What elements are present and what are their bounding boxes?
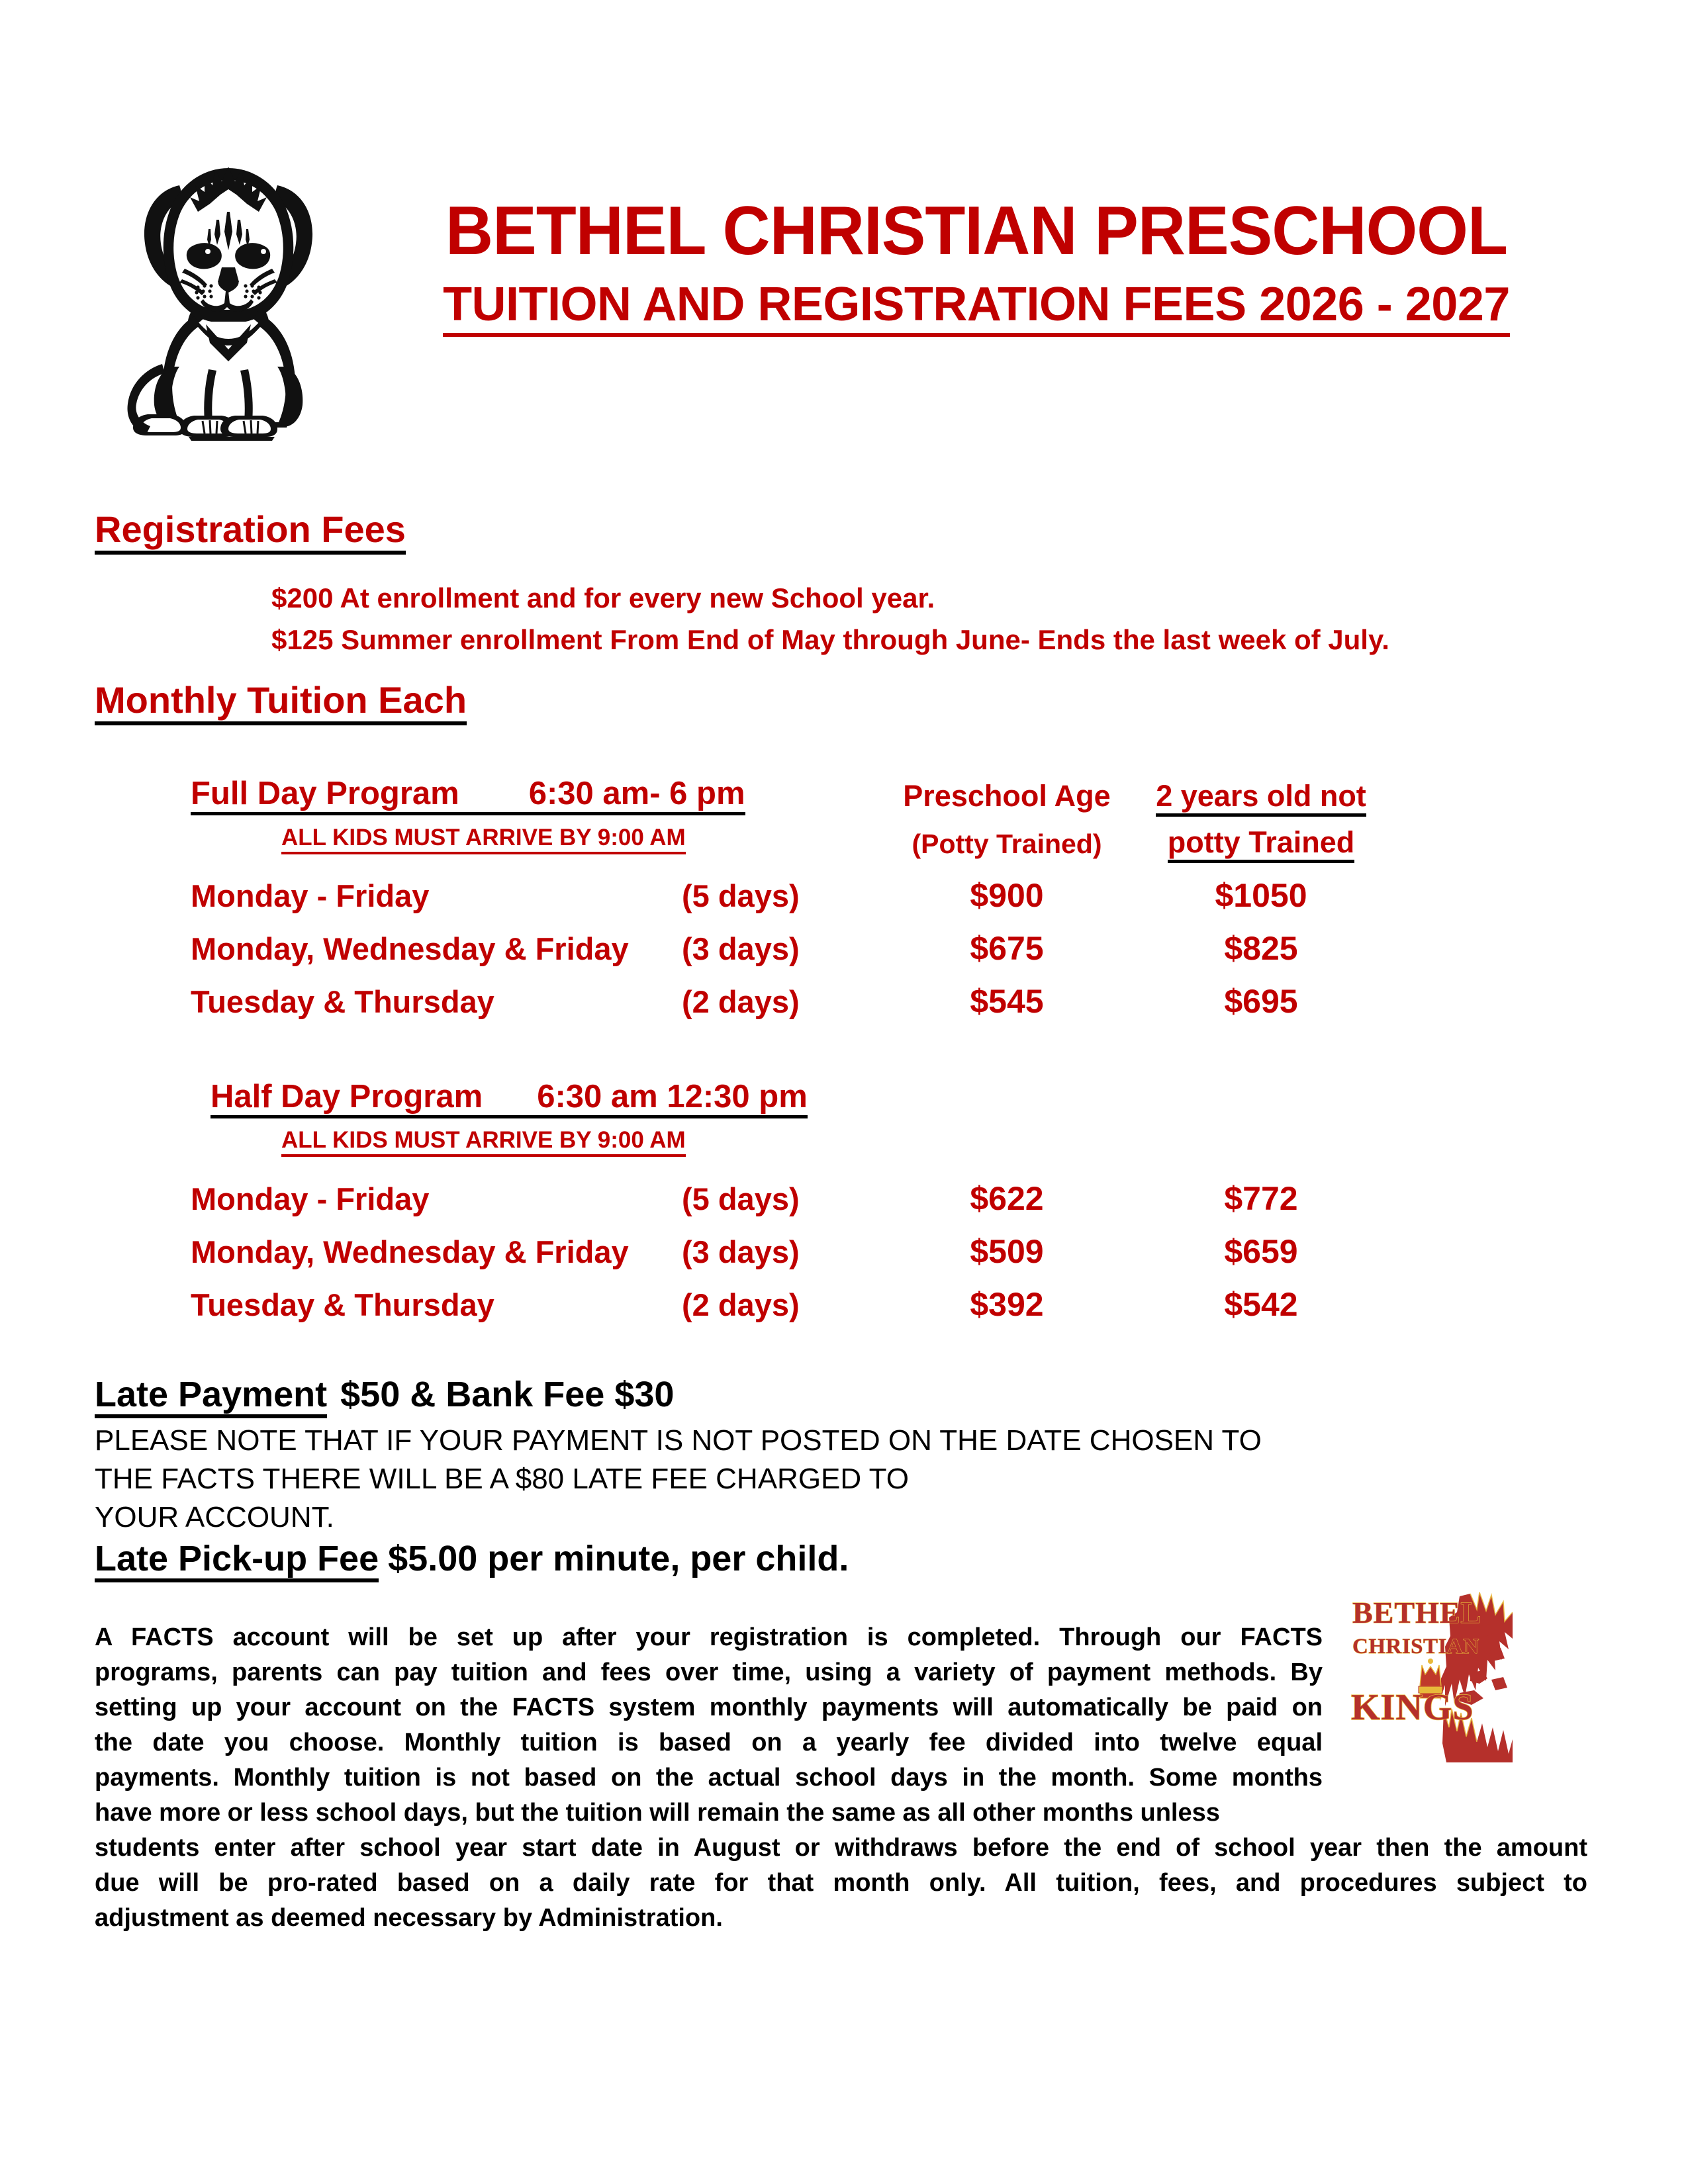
column-subheader-not-potty-trained-text: potty Trained <box>1168 826 1355 863</box>
monthly-tuition-heading <box>95 680 467 725</box>
half-day-row-3-preschool-price: $392 <box>970 1286 1044 1323</box>
page-title: BETHEL CHRISTIAN PRESCHOOL <box>445 193 1508 269</box>
half-day-row-2-twoyear-price: $659 <box>1224 1233 1298 1270</box>
facts-line-9: adjustment as deemed necessary by Administration. <box>95 1904 723 1932</box>
half-day-row-1-days: Monday - Friday <box>191 1181 430 1216</box>
full-day-row-3-preschool-price: $545 <box>970 983 1044 1020</box>
column-header-preschool-age-text: Preschool Age <box>903 779 1111 813</box>
full-day-row-2-count: (3 days) <box>682 931 800 966</box>
half-day-program-title <box>211 1079 808 1118</box>
full-day-row-1-twoyear-price: $1050 <box>1215 877 1307 914</box>
facts-account-paragraph <box>95 1620 1591 1936</box>
full-day-row-3-count: (2 days) <box>682 984 800 1019</box>
page-subtitle: TUITION AND REGISTRATION FEES 2026 - 2027 <box>443 278 1510 331</box>
late-pickup-heading-underlined: Late Pick-up Fee <box>95 1539 379 1582</box>
half-day-row-1-count: (5 days) <box>682 1181 800 1216</box>
full-day-arrival-note-text: ALL KIDS MUST ARRIVE BY 9:00 AM <box>281 825 686 854</box>
full-day-row-3-twoyear-price: $695 <box>1224 983 1298 1020</box>
kings-logo-bethel-text: BETHEL <box>1352 1596 1482 1629</box>
kings-logo-kings-text: KINGS <box>1351 1687 1474 1728</box>
late-payment-heading <box>95 1375 674 1418</box>
half-day-row-3-count: (2 days) <box>682 1287 800 1322</box>
registration-fees-heading-text: Registration Fees <box>95 510 406 555</box>
column-subheader-potty-trained-text: (Potty Trained) <box>912 829 1102 859</box>
full-day-row-2-preschool-price: $675 <box>970 930 1044 967</box>
facts-line-7: students enter after school year start date in August or withdraws before the end of school year then the amount <box>95 1834 1587 1862</box>
column-subheader-not-potty-trained <box>1132 826 1390 863</box>
late-pickup-heading <box>95 1539 849 1582</box>
facts-line-5: payments. Monthly tuition is not based on the actual school days in the month. Some months <box>95 1764 1323 1792</box>
half-day-row-2-count: (3 days) <box>682 1234 800 1269</box>
late-payment-note-line-2: THE FACTS THERE WILL BE A $80 LATE FEE CHARGED TO <box>95 1463 909 1495</box>
column-header-two-years-old-text: 2 years old not <box>1156 780 1366 817</box>
facts-line-2: programs, parents can pay tuition and fees over time, using a variety of payment methods. By <box>95 1659 1323 1686</box>
title-block <box>371 195 1582 337</box>
full-day-row-1-preschool-price: $900 <box>970 877 1044 914</box>
facts-line-3: setting up your account on the FACTS system monthly payments will automatically be paid on <box>95 1694 1323 1721</box>
lion-cub-logo <box>116 151 341 442</box>
full-day-row-2-days: Monday, Wednesday & Friday <box>191 931 629 966</box>
full-day-row-3-days: Tuesday & Thursday <box>191 984 494 1019</box>
half-day-row-3-days: Tuesday & Thursday <box>191 1287 494 1322</box>
half-day-row-1-twoyear-price: $772 <box>1224 1180 1298 1217</box>
full-day-row-1-days: Monday - Friday <box>191 878 430 913</box>
half-day-row-3-twoyear-price: $542 <box>1224 1286 1298 1323</box>
registration-fees-heading <box>95 510 406 555</box>
facts-line-4: the date you choose. Monthly tuition is based on a yearly fee divided into twelve equal <box>95 1729 1323 1756</box>
half-day-arrival-note-text: ALL KIDS MUST ARRIVE BY 9:00 AM <box>281 1127 686 1157</box>
late-payment-heading-underlined: Late Payment <box>95 1375 327 1418</box>
late-payment-note-line-3: YOUR ACCOUNT. <box>95 1501 334 1533</box>
column-subheader-potty-trained <box>884 827 1129 860</box>
half-day-row-1-preschool-price: $622 <box>970 1180 1044 1217</box>
monthly-tuition-heading-text: Monthly Tuition Each <box>95 680 467 725</box>
half-day-program-hours: 6:30 am 12:30 pm <box>537 1079 808 1115</box>
registration-fee-line-2: $125 Summer enrollment From End of May through June- Ends the last week of July. <box>271 624 1389 655</box>
half-day-program-name: Half Day Program <box>211 1079 483 1115</box>
full-day-row-2-twoyear-price: $825 <box>1224 930 1298 967</box>
column-header-preschool-age <box>884 780 1129 813</box>
half-day-arrival-note <box>281 1127 686 1157</box>
registration-fee-line-1: $200 At enrollment and for every new School year. <box>271 582 935 614</box>
late-pickup-heading-rest: $5.00 per minute, per child. <box>388 1539 849 1578</box>
document-header <box>0 0 1688 463</box>
half-day-row-2-days: Monday, Wednesday & Friday <box>191 1234 629 1269</box>
subtitle-underline-wrap <box>443 279 1510 337</box>
late-payment-heading-amounts: $50 & Bank Fee $30 <box>340 1375 675 1414</box>
full-day-program-name: Full Day Program <box>191 776 459 811</box>
facts-line-6: have more or less school days, but the tuition will remain the same as all other months unless <box>95 1799 1220 1827</box>
full-day-program-hours: 6:30 am- 6 pm <box>528 776 745 811</box>
full-day-program-title <box>191 776 745 815</box>
facts-line-1: A FACTS account will be set up after your registration is completed. Through our FACTS <box>95 1623 1323 1651</box>
half-day-row-2-preschool-price: $509 <box>970 1233 1044 1270</box>
full-day-row-1-count: (5 days) <box>682 878 800 913</box>
column-header-two-years-old <box>1132 780 1390 817</box>
kings-logo-christian-text: CHRISTIAN <box>1352 1635 1479 1659</box>
full-day-arrival-note <box>281 825 686 854</box>
facts-line-8: due will be pro-rated based on a daily rate for that month only. All tuition, fees, and procedures subject to <box>95 1869 1587 1897</box>
late-payment-note-line-1: PLEASE NOTE THAT IF YOUR PAYMENT IS NOT POSTED ON THE DATE CHOSEN TO <box>95 1424 1262 1457</box>
